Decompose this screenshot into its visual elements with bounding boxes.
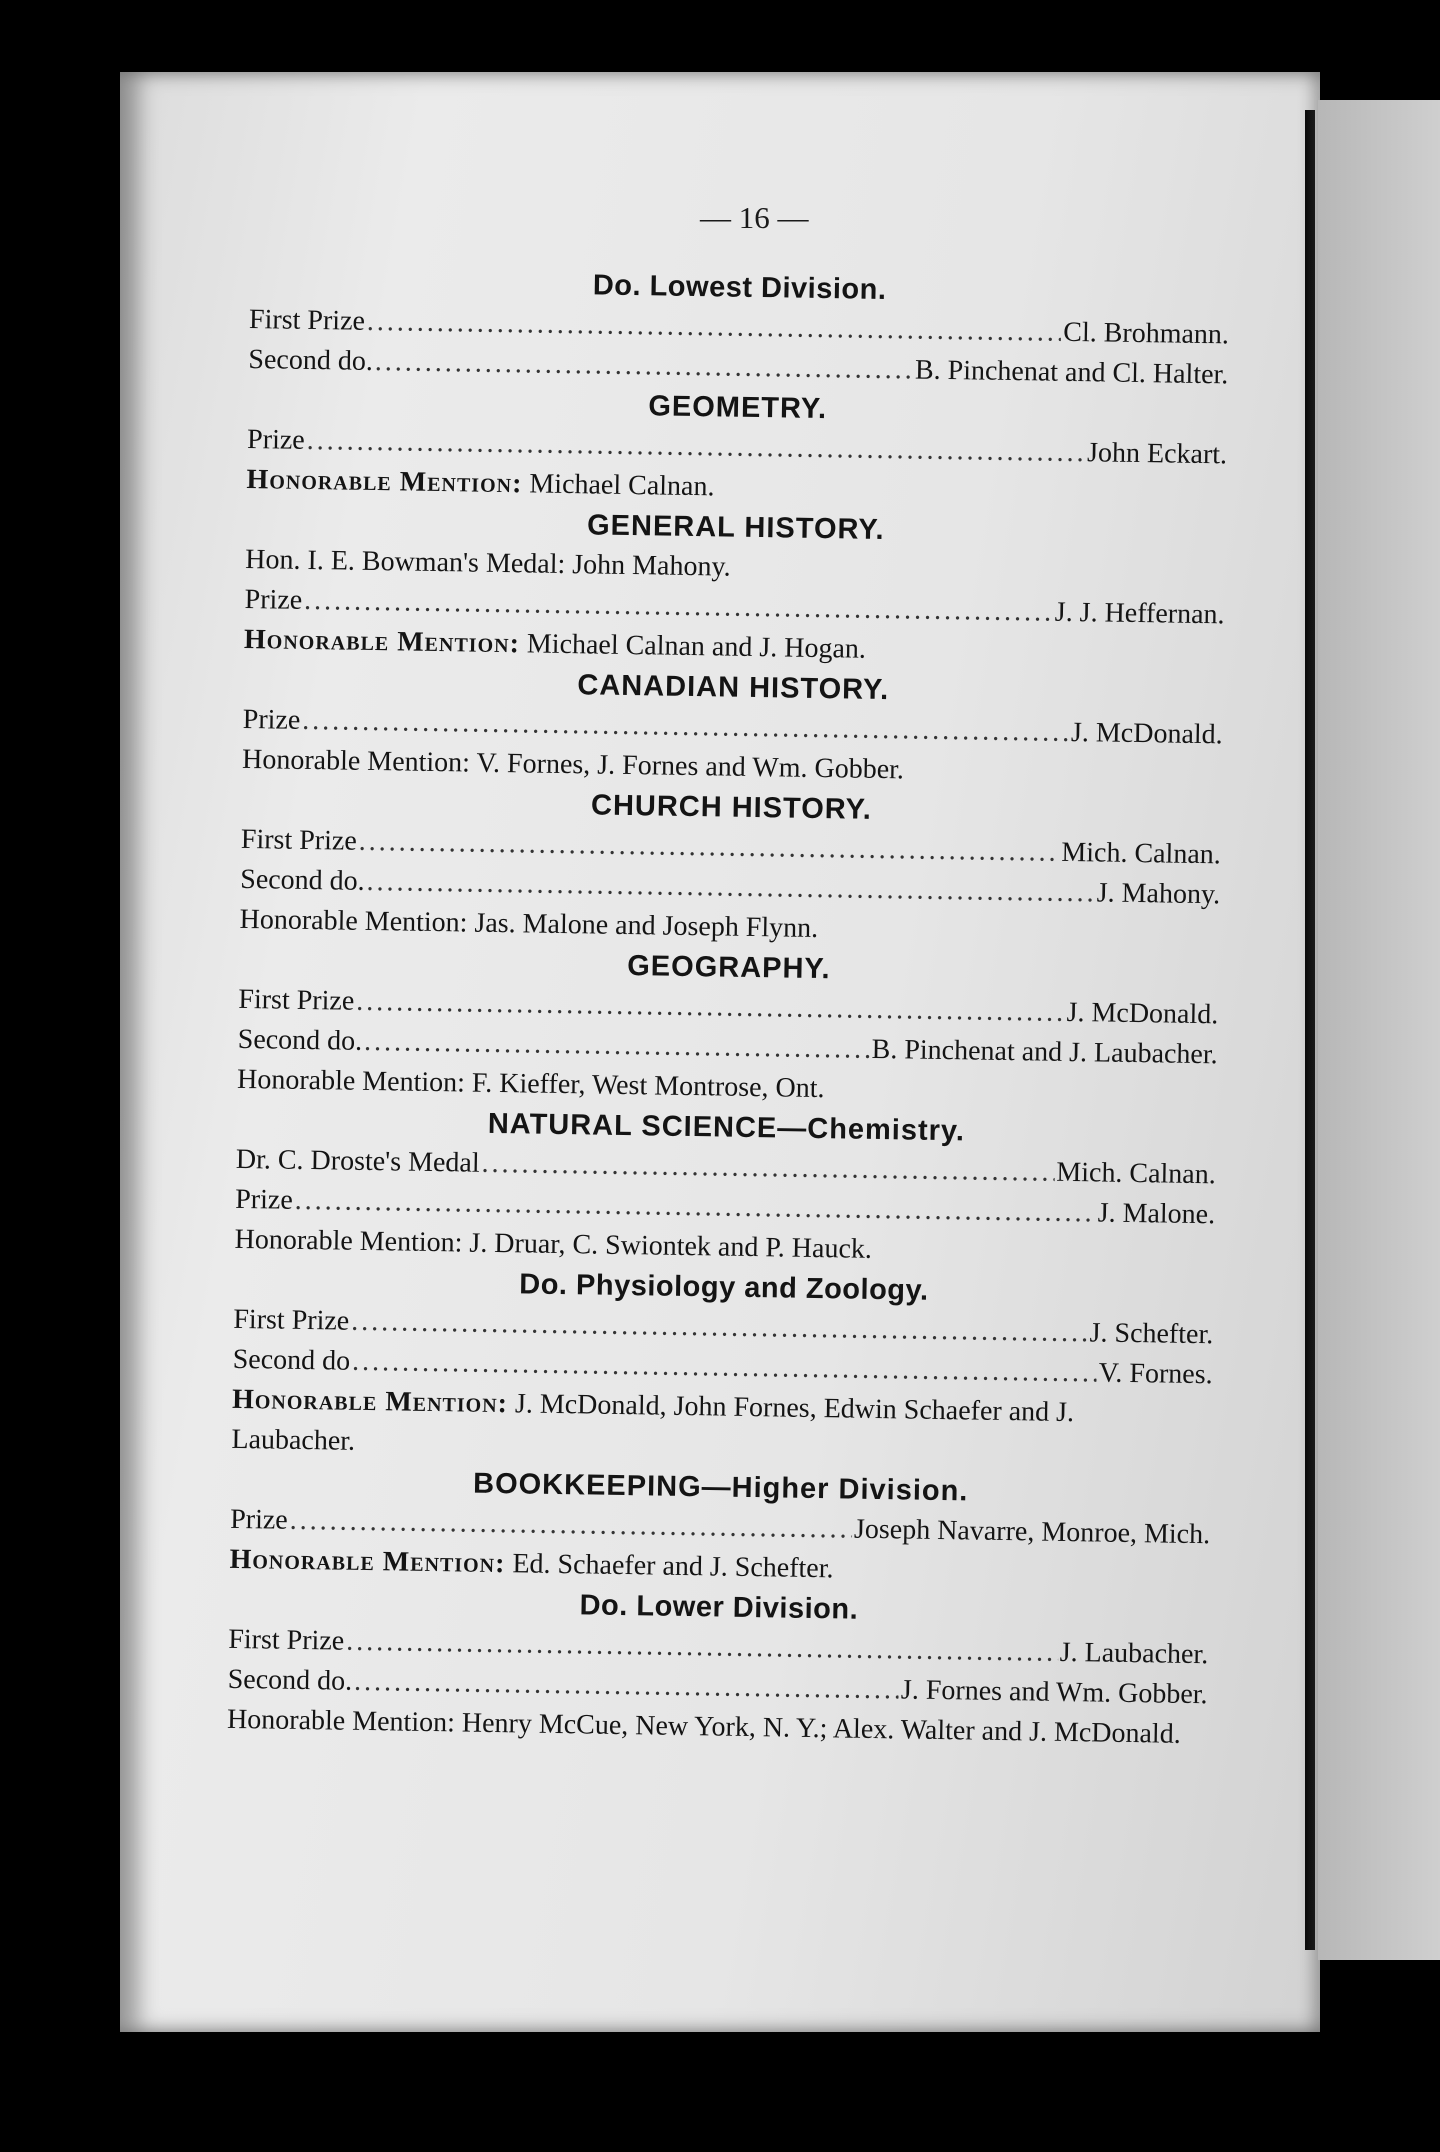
prize-label: First Prize	[233, 1303, 350, 1337]
section-heading: CANADIAN HISTORY.	[577, 669, 890, 707]
honorable-mention: Honorable Mention: Jas. Malone and Joseph Flynn.	[239, 903, 819, 945]
prize-label: Prize	[234, 1183, 294, 1216]
prize-label: First Prize	[228, 1623, 345, 1657]
prize-winner: J. J. Heffernan.	[1054, 596, 1225, 631]
prize-winner: Mich. Calnan.	[1061, 836, 1222, 871]
honorable-mention: Honorable Mention: V. Fornes, J. Fornes and Wm. Gobber.	[241, 743, 905, 786]
section-heading: GENERAL HISTORY.	[586, 509, 885, 546]
prize-winner: B. Pinchenat and Cl. Halter.	[914, 354, 1229, 391]
prize-list	[227, 260, 1230, 1755]
prize-winner: J. Mahony.	[1096, 877, 1221, 911]
prize-winner: J. Fornes and Wm. Gobber.	[900, 1674, 1208, 1711]
prize-winner: Joseph Navarre, Monroe, Mich.	[853, 1513, 1211, 1551]
section-bookkeeping-higher	[229, 1460, 1211, 1595]
prize-winner: J. Laubacher.	[1059, 1636, 1209, 1671]
mention-text: Michael Calnan and J. Hogan.	[526, 628, 867, 665]
section-heading: Do. Lower Division.	[579, 1589, 859, 1626]
section-church-history	[239, 780, 1221, 955]
prize-label: Second do.	[237, 1023, 363, 1057]
prize-label: Second do	[232, 1343, 351, 1377]
section-canadian-history	[242, 660, 1224, 795]
section-geography	[237, 940, 1219, 1115]
prize-label: Second do.	[227, 1663, 353, 1697]
prize-label: First Prize	[240, 823, 358, 857]
dot-leader	[375, 342, 914, 390]
prize-winner: J. Schefter.	[1089, 1317, 1214, 1351]
section-heading: Do. Physiology and Zoology.	[519, 1268, 929, 1307]
page-number: — 16 —	[700, 200, 809, 235]
mention-label: Honorable Mention:	[246, 463, 523, 500]
medal-line: Hon. I. E. Bowman's Medal: John Mahony.	[245, 543, 731, 583]
section-bookkeeping-lower	[227, 1580, 1209, 1755]
section-physiology-zoology	[231, 1260, 1214, 1475]
honorable-mention: Honorable Mention: J. Druar, C. Swiontek and P. Hauck.	[234, 1223, 873, 1265]
prize-label: First Prize	[248, 303, 366, 337]
section-heading: GEOMETRY.	[648, 390, 828, 426]
section-natural-science	[234, 1100, 1216, 1275]
prize-winner: J. McDonald.	[1070, 716, 1223, 751]
section-heading: NATURAL SCIENCE—Chemistry.	[487, 1107, 966, 1148]
honorable-mention	[231, 1380, 1192, 1475]
adjacent-page-edge	[1318, 100, 1440, 1960]
honorable-mention: Honorable Mention: Henry McCue, New York, N. Y.; Alex. Walter and J. McDonald.	[226, 1703, 1181, 1750]
prize-label: Prize	[244, 583, 303, 616]
mention-text: Ed. Schaefer and J. Schefter.	[512, 1548, 834, 1585]
prize-winner: B. Pinchenat and J. Laubacher.	[871, 1033, 1218, 1071]
section-lowest-division	[248, 260, 1230, 395]
book-gutter	[1305, 110, 1315, 1950]
prize-label: Second do.	[240, 863, 365, 897]
prize-winner: J. Malone.	[1097, 1197, 1216, 1231]
section-heading: Do. Lowest Division.	[592, 269, 887, 306]
prize-label: Second do.	[248, 343, 374, 377]
section-general-history	[244, 500, 1226, 675]
section-heading: GEOGRAPHY.	[627, 950, 831, 986]
prize-winner: J. McDonald.	[1066, 996, 1219, 1031]
mention-text: Michael Calnan.	[529, 468, 715, 503]
prize-label: Dr. C. Droste's Medal	[235, 1143, 480, 1179]
mention-label: Honorable Mention:	[229, 1543, 506, 1580]
prize-winner: V. Fornes.	[1098, 1357, 1213, 1391]
mention-label: Honorable Mention:	[231, 1383, 509, 1420]
mention-label: Honorable Mention:	[243, 623, 521, 660]
mention-text: J. McDonald, John Fornes, Edwin Schaefer and J. Laubacher.	[231, 1388, 1075, 1457]
honorable-mention: Honorable Mention: F. Kieffer, West Montrose, Ont.	[236, 1063, 825, 1105]
prize-label: Prize	[242, 703, 301, 736]
section-heading: CHURCH HISTORY.	[590, 789, 873, 826]
prize-winner: Cl. Brohmann.	[1063, 316, 1230, 351]
prize-label: Prize	[229, 1503, 288, 1536]
prize-label: Prize	[246, 423, 305, 456]
prize-winner: Mich. Calnan.	[1056, 1156, 1216, 1191]
section-heading: BOOKKEEPING—Higher Division.	[472, 1467, 969, 1508]
prize-label: First Prize	[238, 983, 355, 1017]
section-geometry	[246, 380, 1228, 515]
prize-winner: John Eckart.	[1086, 437, 1228, 471]
